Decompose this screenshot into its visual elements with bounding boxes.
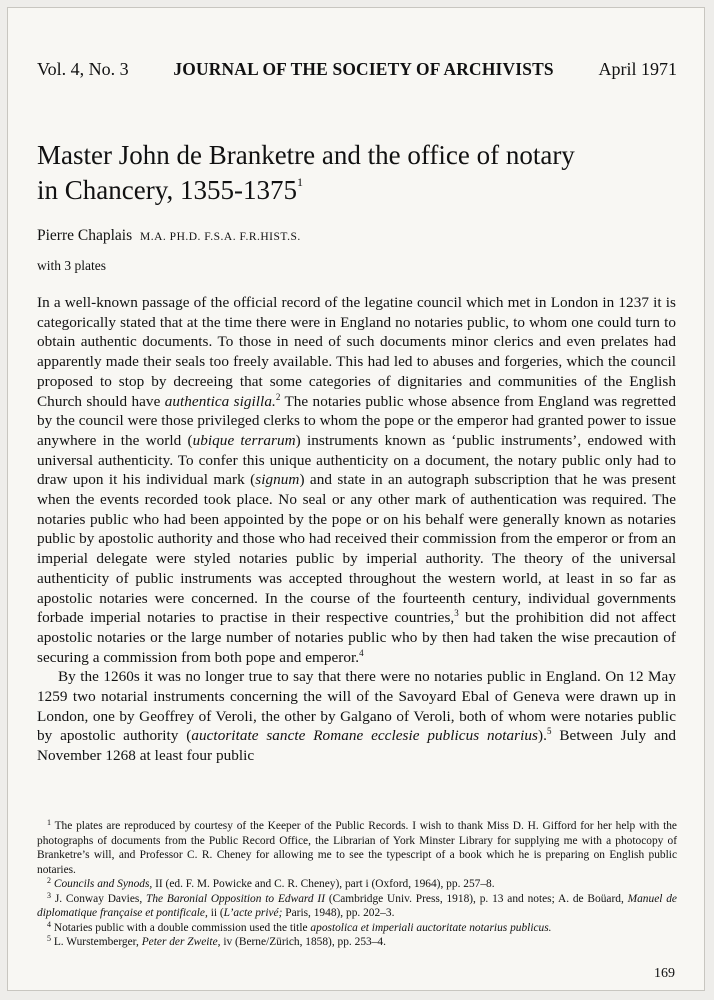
footnote-italic: apostolica et imperiali auctoritate notarius publicus. <box>310 921 552 934</box>
footnote-number: 1 <box>47 818 51 827</box>
footnotes <box>37 819 677 950</box>
title-footnote-marker: 1 <box>296 175 303 189</box>
footnote-3 <box>37 892 677 921</box>
footnote-2 <box>37 877 677 892</box>
italic-run: ubique terrarum <box>192 431 296 449</box>
text-run: ). <box>538 727 547 745</box>
footnote-text: L. Wurstemberger, <box>51 936 142 948</box>
plates-note: with 3 plates <box>37 258 106 273</box>
footnote-text: Paris, 1948), pp. 202–3. <box>282 907 395 919</box>
footnote-text: iv (Berne/Zürich, 1858), pp. 253–4. <box>220 936 386 948</box>
article-title-text: Master John de Branketre and the office of notary in Chancery, 1355-1375 <box>37 140 575 205</box>
footnote-marker: 3 <box>454 608 459 619</box>
paragraph-2 <box>37 667 676 766</box>
footnote-5 <box>37 935 677 950</box>
journal-name: JOURNAL OF THE SOCIETY OF ARCHIVISTS <box>173 59 554 79</box>
footnote-text: Notaries public with a double commission used the title <box>51 921 311 934</box>
footnote-text: (Cambridge Univ. Press, 1918), p. 13 and notes; A. de Boüard, <box>325 892 628 905</box>
italic-run: auctoritate sancte Romane ecclesie publicus notarius <box>191 727 539 745</box>
footnote-1 <box>37 819 677 877</box>
footnote-text: II (ed. F. M. Powicke and C. R. Cheney), part i (Oxford, 1964), pp. 257–8. <box>152 878 495 890</box>
footnote-4 <box>37 921 677 936</box>
text-run: Between July and November 1268 at least four public <box>37 727 677 765</box>
issue-date: April 1971 <box>598 59 677 79</box>
footnote-italic: L’acte privé; <box>223 907 283 919</box>
footnote-marker: 2 <box>275 391 281 402</box>
author-line <box>37 227 301 245</box>
text-run: ) instruments known as ‘public instruments’, endowed with universal authenticity. To confer this unique authenticity on a document, the notary public only had to draw upon it his individual mark ( <box>37 431 676 489</box>
text-run: By the 1260s it was no longer true to say that there were no notaries public in England. On 12 May 1259 two notarial instruments concerning the will of the Savoyard Ebal of Geneva were drawn up in London, one by Geoffrey of Veroli, the other by Galgano of Veroli, both of whom were notaries public by apostolic authority ( <box>37 668 676 745</box>
italic-run: authentica sigilla. <box>164 392 276 410</box>
journal-page <box>7 7 705 991</box>
footnote-italic: Peter der Zweite, <box>141 936 221 948</box>
article-body <box>37 293 676 766</box>
footnote-italic: Councils and Synods, <box>51 878 153 890</box>
author-qualifications: M.A. PH.D. F.S.A. F.R.HIST.S. <box>140 231 301 243</box>
text-run: but the prohibition did not affect apostolic notaries or the large number of notaries public who by then had taken the wise precaution of securing a commission from both pope and emperor. <box>37 609 677 666</box>
footnote-italic: Manuel de diplomatique française et pontificale, <box>37 892 677 919</box>
footnote-number: 5 <box>47 934 51 943</box>
text-run: In a well-known passage of the official record of the legatine council which met in London in 1237 it is categorically stated that at the time there were in England no notaries public, to whom one could turn to obtain authentic documents. To those in need of such documents minor clerics and even prelates had apparently made their seals too freely available. This had led to abuses and forgeries, which the council proposed to stop by decreeing that some categories of dignitaries and communities of the English Church should have <box>37 294 676 410</box>
footnote-text: J. Conway Davies, <box>51 892 147 905</box>
text-run: The notaries public whose absence from England was regretted by the council were those privileged clerks to whom the pope or the emperor had granted power to issue anywhere in the world ( <box>37 392 676 449</box>
footnote-marker: 5 <box>547 726 552 737</box>
footnote-text: The plates are reproduced by courtesy of the Keeper of the Public Records. I wish to thank Miss D. H. Gifford for her help with the photographs of documents from the Public Record Office, the Librarian of York Minster Library for supplying me with a photocopy of Branketre’s will, and Professor C. R. Cheney for allowing me to see the typescript of a book which he is preparing on English public notaries. <box>37 820 677 876</box>
author-name: Pierre Chaplais <box>37 227 133 244</box>
article-title <box>37 138 597 208</box>
footnote-number: 4 <box>47 919 51 929</box>
paragraph-1 <box>37 293 676 667</box>
page-number: 169 <box>654 966 675 981</box>
volume-issue: Vol. 4, No. 3 <box>37 59 129 79</box>
running-head <box>37 59 677 80</box>
footnote-marker: 4 <box>359 647 364 658</box>
footnote-text: ii ( <box>207 907 224 919</box>
footnote-number: 2 <box>47 876 51 885</box>
italic-run: signum <box>255 471 300 489</box>
footnote-italic: The Baronial Opposition to Edward II <box>146 892 326 905</box>
text-run: ) and state in an autograph subscription that he was present when the events recorded took place. No seal or any other mark of authentication was required. The notaries public who had been appointed by the pope or on his behalf were generally known as notaries public by apostolic authority and those who had received their commission from the emperor or from an imperial delegate were styled notaries public by imperial authority. The theory of the universal authenticity of public instruments was accepted throughout the western world, at least in so far as apostolic notaries were concerned. In the course of the fourteenth century, individual governments forbade imperial notaries to practise in their respective countries, <box>37 471 676 627</box>
footnote-number: 3 <box>47 890 51 900</box>
